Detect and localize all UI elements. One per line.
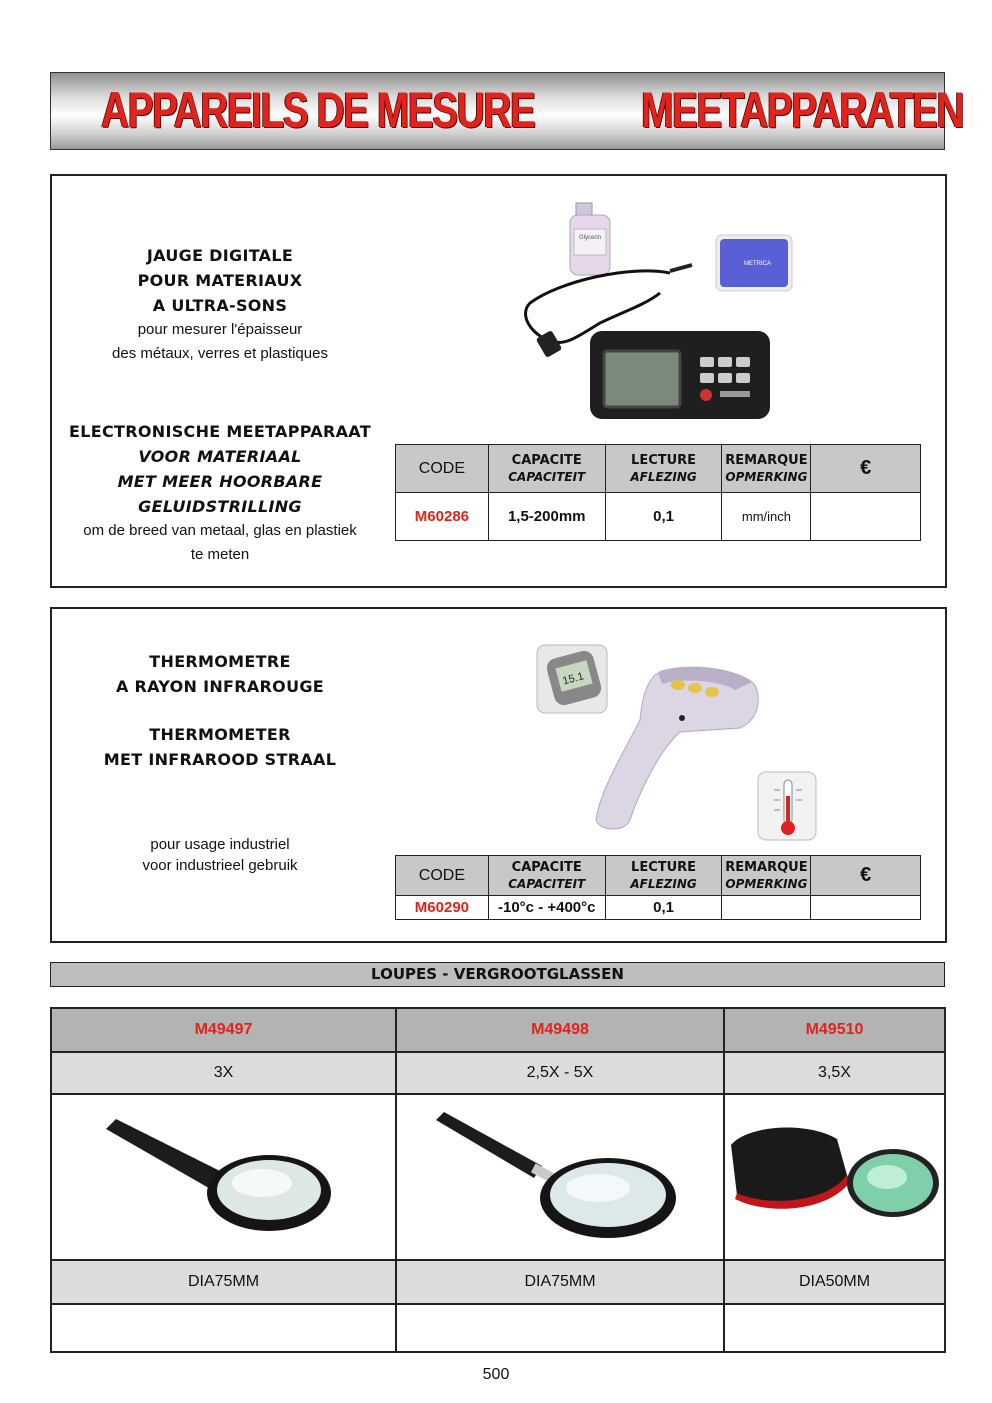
header-capacity [488,445,605,493]
price-value [811,493,921,541]
product1-nl-desc-line: om de breed van metaal, glas en plastiek [83,522,357,539]
loupe-diameter: DIA75MM [396,1260,724,1304]
header-reading [605,445,722,493]
loupe-image-cell [396,1094,724,1260]
header-reading-nl: AFLEZING [630,876,697,891]
title-french: APPAREILS DE MESURE [101,82,535,138]
capacity-value: 1,5-200mm [488,493,605,541]
product2-title-line: THERMOMETRE [149,652,291,671]
header-code: CODE [396,445,489,493]
header-capacity-nl: CAPACITEIT [508,469,586,484]
header-reading-fr: LECTURE [631,859,697,875]
thermometer-display: 15.1 [561,670,586,688]
header-remark-nl: OPMERKING [725,469,808,484]
product2-title-line: THERMOMETER [149,725,291,744]
ultrasonic-gauge-image [520,195,810,425]
header-remark-nl: OPMERKING [725,876,808,891]
product1-title-line: A ULTRA-SONS [152,296,288,315]
capacity-value: -10°c - +400°c [488,896,605,920]
product1-title-line: JAUGE DIGITALE [146,246,294,265]
product1-description-nl [55,419,385,567]
header-reading-fr: LECTURE [631,452,697,468]
price-value [811,896,921,920]
title-dutch: MEETAPPARATEN [641,82,964,138]
folding-magnifier-image [727,1115,942,1235]
loupe-code: M49497 [51,1008,396,1052]
header-capacity [488,856,605,896]
header-reading-nl: AFLEZING [630,469,697,484]
product-code: M60290 [396,896,489,920]
product1-spec-table [395,444,921,541]
case-brand-label: METRICA [744,261,771,267]
header-remark-fr: REMARQUE [725,452,808,468]
remark-value: mm/inch [722,493,811,541]
bottle-label: Glycerin [578,235,602,241]
reading-value: 0,1 [605,896,722,920]
infrared-thermometer-image [530,640,830,845]
product1-nl-desc-line: te meten [190,546,250,563]
product-code: M60286 [396,493,489,541]
product1-nl-title-line: MET MEER HOORBARE [117,472,323,491]
loupe-magnification: 3X [51,1052,396,1094]
header-remark [722,856,811,896]
header-price: € [811,445,921,493]
loupe-diameter: DIA50MM [724,1260,945,1304]
header-capacity-nl: CAPACITEIT [508,876,586,891]
header-capacity-fr: CAPACITE [511,452,582,468]
header-remark-fr: REMARQUE [725,859,808,875]
product2-spec-table [395,855,921,920]
header-banner [50,72,964,150]
product1-desc-line: des métaux, verres et plastiques [112,345,328,362]
product1-nl-title-line: GELUIDSTRILLING [138,497,302,516]
product2-title [55,649,385,772]
loupe-magnification: 3,5X [724,1052,945,1094]
usage-line: pour usage industriel [150,836,290,853]
loupe-image-cell [51,1094,396,1260]
header-code: CODE [396,856,489,896]
product1-nl-title-line: VOOR MATERIAAL [138,447,302,466]
loupe-empty-cell [51,1304,396,1352]
page-number: 500 [482,1366,510,1383]
product1-description-fr [55,243,385,366]
remark-value [722,896,811,920]
loupes-table [50,1007,946,1353]
loupe-empty-cell [724,1304,945,1352]
header-reading [605,856,722,896]
loupe-magnification: 2,5X - 5X [396,1052,724,1094]
usage-line: voor industrieel gebruik [142,857,298,874]
header-remark [722,445,811,493]
loupe-empty-cell [396,1304,724,1352]
product2-title-line: A RAYON INFRAROUGE [115,677,325,696]
product2-title-line: MET INFRAROOD STRAAL [103,750,337,769]
product1-desc-line: pour mesurer l'épaisseur [137,321,303,338]
loupe-code: M49498 [396,1008,724,1052]
magnifier-image [104,1115,344,1235]
product1-nl-title-line: ELECTRONISCHE MEETAPPARAAT [69,422,371,441]
loupe-image-cell [724,1094,945,1260]
product1-title-line: POUR MATERIAUX [137,271,303,290]
header-capacity-fr: CAPACITE [511,859,582,875]
product2-usage [55,834,385,876]
loupe-diameter: DIA75MM [51,1260,396,1304]
magnifier-image [430,1110,690,1240]
header-price: € [811,856,921,896]
loupes-section-title: LOUPES - VERGROOTGLASSEN [50,962,945,987]
reading-value: 0,1 [605,493,722,541]
loupe-code: M49510 [724,1008,945,1052]
